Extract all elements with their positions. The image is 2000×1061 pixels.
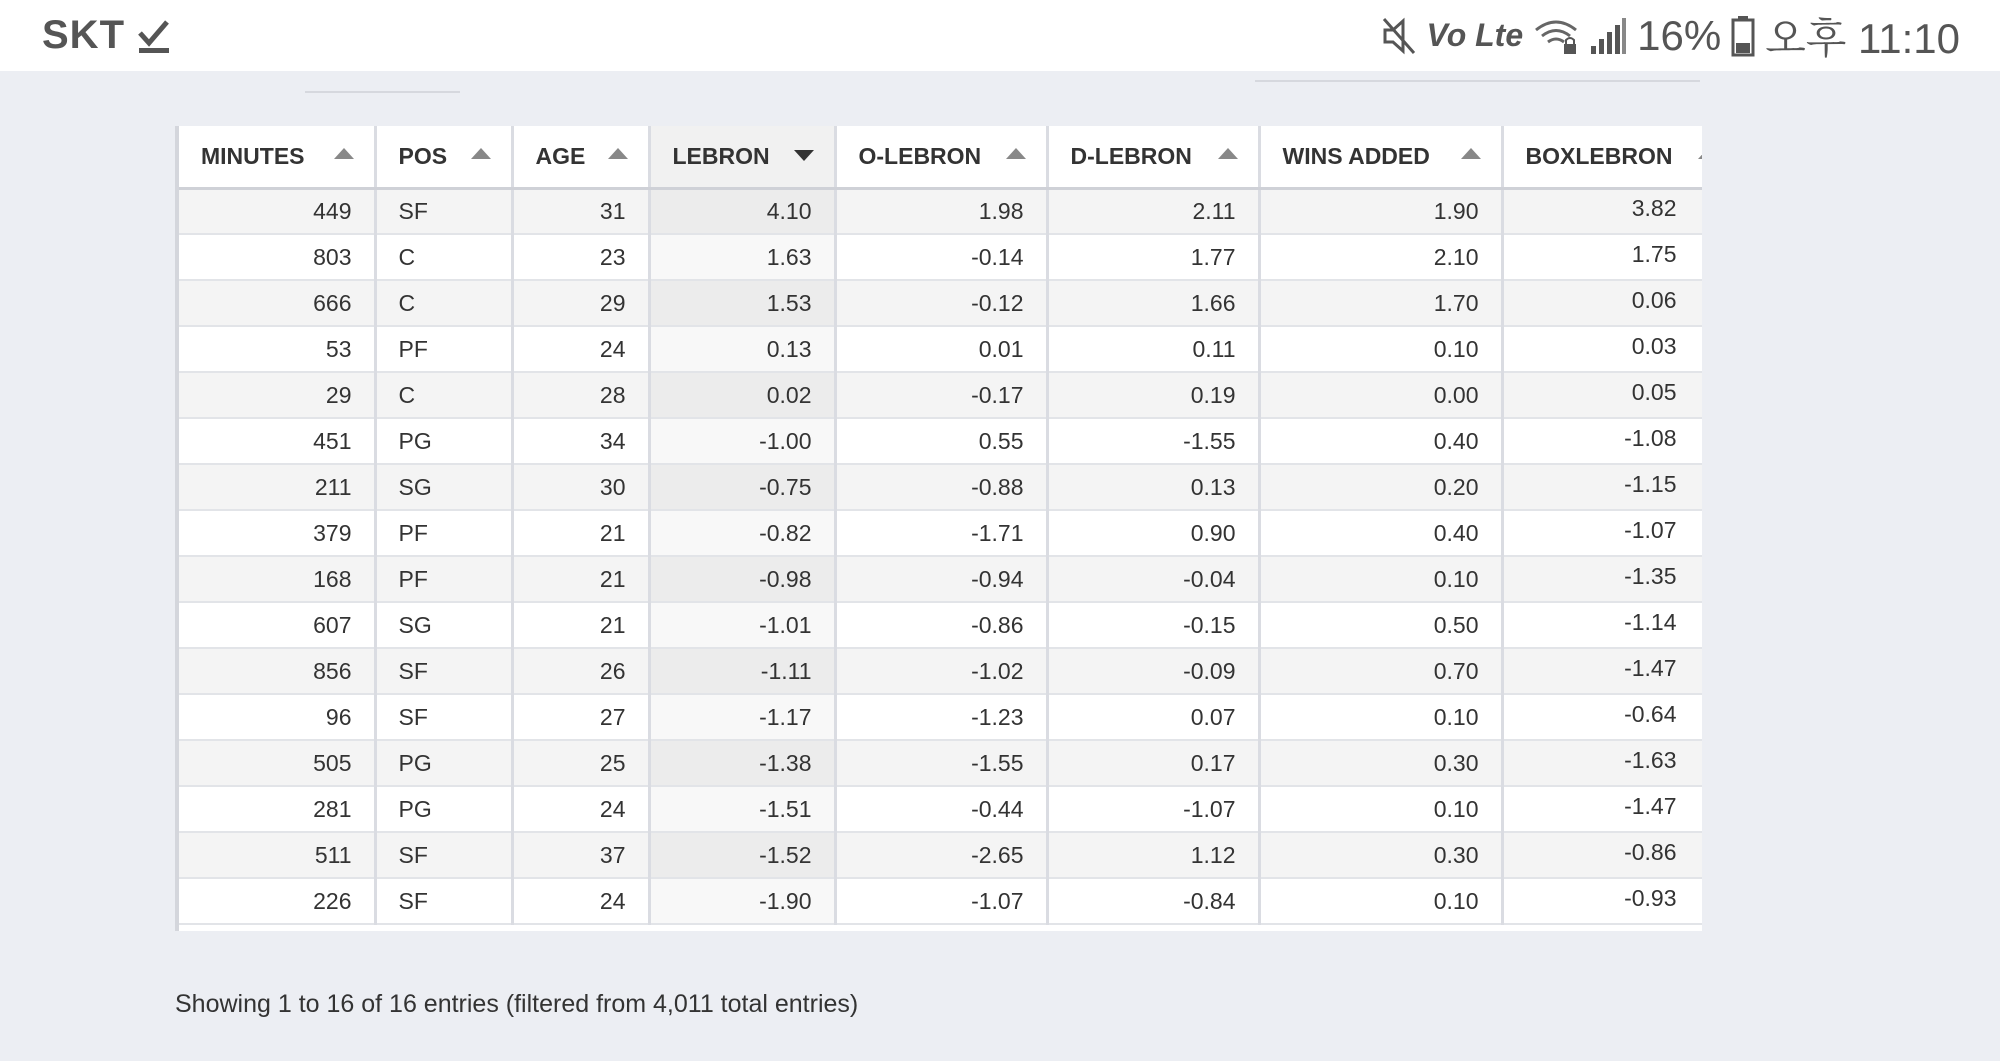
cell-age: 28 bbox=[512, 372, 649, 418]
status-left bbox=[42, 13, 171, 58]
column-header-label: LEBRON bbox=[672, 142, 770, 169]
cell-d-lebron: -0.15 bbox=[1047, 602, 1259, 648]
table-row[interactable] bbox=[179, 326, 1702, 372]
cell-minutes: 511 bbox=[179, 832, 375, 878]
cell-boxlebron bbox=[1502, 556, 1702, 602]
mute-icon bbox=[1381, 16, 1417, 56]
column-header-d-lebron[interactable] bbox=[1047, 126, 1259, 188]
cell-age: 25 bbox=[512, 740, 649, 786]
column-header-lebron[interactable] bbox=[649, 126, 835, 188]
cell-value: 1.75 bbox=[1631, 240, 1677, 267]
cell-age: 31 bbox=[512, 188, 649, 234]
sort-ascending-icon[interactable] bbox=[608, 148, 628, 159]
cell-d-lebron: -0.84 bbox=[1047, 878, 1259, 924]
cell-d-lebron: 1.66 bbox=[1047, 280, 1259, 326]
cell-o-lebron: 0.55 bbox=[835, 418, 1047, 464]
cell-o-lebron: -1.55 bbox=[835, 740, 1047, 786]
cell-o-lebron: -0.88 bbox=[835, 464, 1047, 510]
cell-pos: PF bbox=[375, 556, 512, 602]
stats-table bbox=[179, 126, 1702, 925]
cell-value: -0.64 bbox=[1624, 700, 1677, 727]
cell-wins-added: 0.10 bbox=[1259, 556, 1502, 602]
cell-boxlebron bbox=[1502, 648, 1702, 694]
column-header-label: POS bbox=[398, 142, 448, 169]
cell-o-lebron: -0.12 bbox=[835, 280, 1047, 326]
cell-d-lebron: -1.55 bbox=[1047, 418, 1259, 464]
cell-pos: PG bbox=[375, 418, 512, 464]
table-row[interactable] bbox=[179, 786, 1702, 832]
status-right bbox=[1381, 6, 1960, 66]
cell-o-lebron: -1.23 bbox=[835, 694, 1047, 740]
column-header-minutes[interactable] bbox=[179, 126, 375, 188]
cell-o-lebron: -1.02 bbox=[835, 648, 1047, 694]
cell-lebron: -1.17 bbox=[649, 694, 835, 740]
cell-minutes: 803 bbox=[179, 234, 375, 280]
cell-pos: PG bbox=[375, 740, 512, 786]
cell-pos: SF bbox=[375, 648, 512, 694]
sort-descending-icon[interactable] bbox=[794, 150, 814, 161]
cell-o-lebron: -0.17 bbox=[835, 372, 1047, 418]
cell-value: -1.07 bbox=[1624, 516, 1677, 543]
table-row[interactable] bbox=[179, 648, 1702, 694]
signal-icon bbox=[1589, 16, 1627, 56]
cell-d-lebron: 0.90 bbox=[1047, 510, 1259, 556]
cell-age: 24 bbox=[512, 878, 649, 924]
column-header-pos[interactable] bbox=[375, 126, 512, 188]
cell-wins-added: 0.10 bbox=[1259, 694, 1502, 740]
cell-lebron: -1.01 bbox=[649, 602, 835, 648]
cell-value: -1.35 bbox=[1624, 562, 1677, 589]
cell-wins-added: 0.10 bbox=[1259, 878, 1502, 924]
cell-lebron: -1.00 bbox=[649, 418, 835, 464]
cell-minutes: 211 bbox=[179, 464, 375, 510]
sort-ascending-icon[interactable] bbox=[1218, 148, 1238, 159]
cell-d-lebron: -0.04 bbox=[1047, 556, 1259, 602]
cell-lebron: -0.82 bbox=[649, 510, 835, 556]
table-row[interactable] bbox=[179, 372, 1702, 418]
cell-minutes: 281 bbox=[179, 786, 375, 832]
sort-ascending-icon[interactable] bbox=[1461, 148, 1481, 159]
cell-lebron: 1.53 bbox=[649, 280, 835, 326]
table-row[interactable] bbox=[179, 878, 1702, 924]
cell-wins-added: 0.50 bbox=[1259, 602, 1502, 648]
cell-lebron: 0.02 bbox=[649, 372, 835, 418]
cell-lebron: 1.63 bbox=[649, 234, 835, 280]
cell-lebron: -0.75 bbox=[649, 464, 835, 510]
cell-minutes: 505 bbox=[179, 740, 375, 786]
cell-boxlebron bbox=[1502, 326, 1702, 372]
cell-value: -1.08 bbox=[1624, 424, 1677, 451]
cell-d-lebron: 0.13 bbox=[1047, 464, 1259, 510]
cell-d-lebron: -0.09 bbox=[1047, 648, 1259, 694]
sort-ascending-icon[interactable] bbox=[1698, 148, 1703, 159]
column-header-boxlebron[interactable] bbox=[1502, 126, 1702, 188]
table-row[interactable] bbox=[179, 280, 1702, 326]
cell-boxlebron bbox=[1502, 740, 1702, 786]
cell-pos: C bbox=[375, 372, 512, 418]
cell-pos: C bbox=[375, 280, 512, 326]
cell-age: 34 bbox=[512, 418, 649, 464]
cell-boxlebron bbox=[1502, 418, 1702, 464]
cell-minutes: 379 bbox=[179, 510, 375, 556]
cell-wins-added: 1.70 bbox=[1259, 280, 1502, 326]
cell-o-lebron: -0.44 bbox=[835, 786, 1047, 832]
column-header-label: WINS ADDED bbox=[1282, 142, 1430, 169]
cell-d-lebron: 2.11 bbox=[1047, 188, 1259, 234]
wifi-lock-icon bbox=[1533, 16, 1579, 56]
cell-value: -0.93 bbox=[1624, 884, 1677, 911]
table-row[interactable] bbox=[179, 188, 1702, 234]
table-body bbox=[179, 188, 1702, 924]
cell-value: -1.47 bbox=[1624, 792, 1677, 819]
column-header-label: BOXLEBRON bbox=[1525, 142, 1673, 169]
cell-d-lebron: 1.77 bbox=[1047, 234, 1259, 280]
cell-lebron: 4.10 bbox=[649, 188, 835, 234]
cell-lebron: -1.11 bbox=[649, 648, 835, 694]
cell-age: 21 bbox=[512, 556, 649, 602]
cell-age: 21 bbox=[512, 602, 649, 648]
cell-age: 24 bbox=[512, 326, 649, 372]
cell-lebron: 0.13 bbox=[649, 326, 835, 372]
table-row[interactable] bbox=[179, 234, 1702, 280]
cell-minutes: 29 bbox=[179, 372, 375, 418]
cell-d-lebron: 0.19 bbox=[1047, 372, 1259, 418]
table-row[interactable] bbox=[179, 464, 1702, 510]
cell-wins-added: 0.70 bbox=[1259, 648, 1502, 694]
cell-age: 23 bbox=[512, 234, 649, 280]
cell-boxlebron bbox=[1502, 464, 1702, 510]
cell-d-lebron: 0.07 bbox=[1047, 694, 1259, 740]
cell-minutes: 666 bbox=[179, 280, 375, 326]
sort-ascending-icon[interactable] bbox=[471, 148, 491, 159]
cell-pos: SF bbox=[375, 832, 512, 878]
cell-pos: PF bbox=[375, 510, 512, 556]
cell-o-lebron: -1.07 bbox=[835, 878, 1047, 924]
cell-minutes: 168 bbox=[179, 556, 375, 602]
cell-o-lebron: -0.86 bbox=[835, 602, 1047, 648]
cell-pos: C bbox=[375, 234, 512, 280]
cell-pos: PF bbox=[375, 326, 512, 372]
cell-d-lebron: 1.12 bbox=[1047, 832, 1259, 878]
cell-minutes: 53 bbox=[179, 326, 375, 372]
cell-boxlebron bbox=[1502, 510, 1702, 556]
column-header-label: D-LEBRON bbox=[1070, 142, 1192, 169]
cell-minutes: 449 bbox=[179, 188, 375, 234]
cell-d-lebron: -1.07 bbox=[1047, 786, 1259, 832]
cell-lebron: -1.90 bbox=[649, 878, 835, 924]
divider bbox=[305, 91, 460, 93]
cell-wins-added: 0.30 bbox=[1259, 832, 1502, 878]
cell-pos: SF bbox=[375, 188, 512, 234]
cell-pos: SF bbox=[375, 694, 512, 740]
table-row[interactable] bbox=[179, 418, 1702, 464]
battery-percent: 16% bbox=[1637, 11, 1722, 59]
table-row[interactable] bbox=[179, 556, 1702, 602]
volte-indicator: Vo Lte bbox=[1426, 17, 1524, 53]
cell-age: 29 bbox=[512, 280, 649, 326]
table-row[interactable] bbox=[179, 510, 1702, 556]
cell-minutes: 607 bbox=[179, 602, 375, 648]
cell-minutes: 856 bbox=[179, 648, 375, 694]
cell-pos: SF bbox=[375, 878, 512, 924]
cell-o-lebron: -0.14 bbox=[835, 234, 1047, 280]
column-header-age[interactable] bbox=[512, 126, 649, 188]
cell-age: 21 bbox=[512, 510, 649, 556]
cell-age: 30 bbox=[512, 464, 649, 510]
cell-o-lebron: -1.71 bbox=[835, 510, 1047, 556]
table-row[interactable] bbox=[179, 694, 1702, 740]
table-row[interactable] bbox=[179, 602, 1702, 648]
carrier-name: SKT bbox=[42, 13, 125, 57]
cell-boxlebron bbox=[1502, 188, 1702, 234]
cell-pos: PG bbox=[375, 786, 512, 832]
cell-age: 24 bbox=[512, 786, 649, 832]
cell-minutes: 451 bbox=[179, 418, 375, 464]
cell-pos: SG bbox=[375, 464, 512, 510]
cell-age: 26 bbox=[512, 648, 649, 694]
cell-value: -1.63 bbox=[1624, 746, 1677, 773]
cell-age: 37 bbox=[512, 832, 649, 878]
cell-lebron: -0.98 bbox=[649, 556, 835, 602]
clock: 오후 11:10 bbox=[1765, 14, 1960, 62]
cell-pos: SG bbox=[375, 602, 512, 648]
cell-minutes: 226 bbox=[179, 878, 375, 924]
column-header-label: MINUTES bbox=[201, 142, 305, 169]
cell-value: 3.82 bbox=[1631, 194, 1677, 221]
cell-boxlebron bbox=[1502, 602, 1702, 648]
cell-value: -0.86 bbox=[1624, 838, 1677, 865]
sort-ascending-icon[interactable] bbox=[1006, 148, 1026, 159]
cell-o-lebron: -2.65 bbox=[835, 832, 1047, 878]
table-header bbox=[179, 126, 1702, 188]
cell-wins-added: 0.10 bbox=[1259, 326, 1502, 372]
cell-d-lebron: 0.17 bbox=[1047, 740, 1259, 786]
column-header-label: O-LEBRON bbox=[858, 142, 982, 169]
cell-boxlebron bbox=[1502, 832, 1702, 878]
cell-boxlebron bbox=[1502, 372, 1702, 418]
column-header-wins-added[interactable] bbox=[1259, 126, 1502, 188]
cell-wins-added: 1.90 bbox=[1259, 188, 1502, 234]
cell-value: 0.06 bbox=[1631, 286, 1677, 313]
cell-value: -1.14 bbox=[1624, 608, 1677, 635]
cell-lebron: -1.51 bbox=[649, 786, 835, 832]
cell-o-lebron: -0.94 bbox=[835, 556, 1047, 602]
column-header-label: AGE bbox=[535, 142, 586, 169]
cell-d-lebron: 0.11 bbox=[1047, 326, 1259, 372]
cell-lebron: -1.52 bbox=[649, 832, 835, 878]
cell-wins-added: 0.40 bbox=[1259, 510, 1502, 556]
column-header-o-lebron[interactable] bbox=[835, 126, 1047, 188]
cell-boxlebron bbox=[1502, 234, 1702, 280]
cell-wins-added: 0.00 bbox=[1259, 372, 1502, 418]
cell-value: -1.47 bbox=[1624, 654, 1677, 681]
cell-o-lebron: 0.01 bbox=[835, 326, 1047, 372]
cell-lebron: -1.38 bbox=[649, 740, 835, 786]
cell-minutes: 96 bbox=[179, 694, 375, 740]
check-download-icon bbox=[137, 18, 171, 54]
sort-ascending-icon[interactable] bbox=[334, 148, 354, 159]
table-row[interactable] bbox=[179, 740, 1702, 786]
cell-value: 0.05 bbox=[1631, 378, 1677, 405]
status-bar bbox=[0, 0, 2000, 71]
cell-wins-added: 0.40 bbox=[1259, 418, 1502, 464]
cell-wins-added: 0.10 bbox=[1259, 786, 1502, 832]
data-table-scroll-area[interactable] bbox=[175, 126, 1702, 931]
cell-wins-added: 0.30 bbox=[1259, 740, 1502, 786]
cell-boxlebron bbox=[1502, 280, 1702, 326]
cell-age: 27 bbox=[512, 694, 649, 740]
cell-value: -1.15 bbox=[1624, 470, 1677, 497]
cell-wins-added: 0.20 bbox=[1259, 464, 1502, 510]
cell-value: 0.03 bbox=[1631, 332, 1677, 359]
cell-boxlebron bbox=[1502, 694, 1702, 740]
cell-boxlebron bbox=[1502, 878, 1702, 924]
table-row[interactable] bbox=[179, 832, 1702, 878]
table-info: Showing 1 to 16 of 16 entries (filtered from 4,011 total entries) bbox=[175, 990, 859, 1018]
cell-boxlebron bbox=[1502, 786, 1702, 832]
battery-icon bbox=[1731, 15, 1755, 57]
divider bbox=[1255, 80, 1700, 82]
cell-o-lebron: 1.98 bbox=[835, 188, 1047, 234]
cell-wins-added: 2.10 bbox=[1259, 234, 1502, 280]
